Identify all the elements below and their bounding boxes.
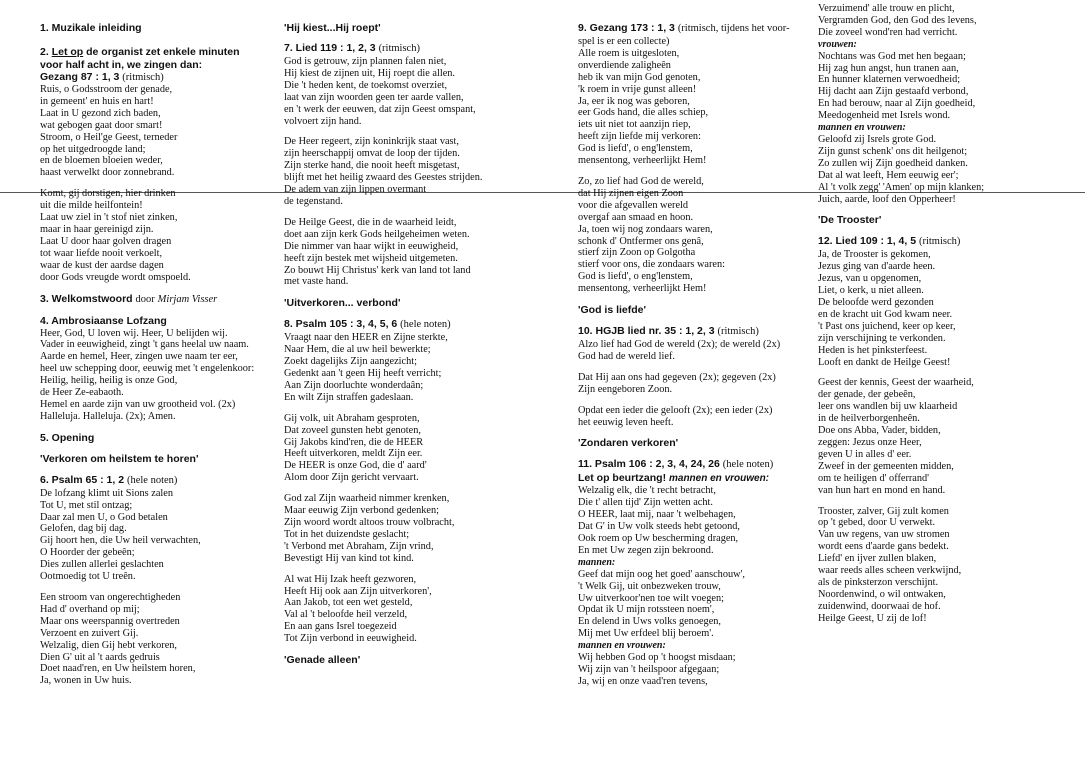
role-vrouwen: vrouwen: — [818, 38, 857, 50]
text-line: en de bloemen bloeien weder, — [40, 155, 163, 167]
text-line: Vader in eeuwigheid, zingt 't gans heelal uw naam. — [40, 339, 249, 351]
text-line: Halleluja. Halleluja. (2x); Amen. — [40, 410, 176, 422]
text-line: Zijn gunst schenk' ons dit heilgenot; — [818, 145, 968, 157]
item-12-heading — [818, 235, 1080, 248]
text-line: 'k roem in vrije gunst alleen! — [578, 83, 697, 95]
text-line: Al 't volk zegg' 'Amen' op mijn klanken; — [818, 181, 985, 193]
lied-109-verse-1 — [818, 249, 1080, 368]
lied-119-verse-3 — [284, 217, 576, 288]
text-line: Ja, wonen in Uw huis. — [40, 675, 132, 687]
text-line: God zal Zijn waarheid nimmer krenken, — [284, 493, 450, 505]
text-line: in de heilverborgenheên. — [818, 413, 920, 425]
text-line: tot waar liefde nooit verkoelt, — [40, 247, 163, 259]
text-line: uit die milde heilfontein! — [40, 200, 143, 212]
text-line: Stroom, o Heil'ge Geest, terneder — [40, 131, 178, 143]
item-3-heading — [40, 293, 272, 306]
item-8-heading — [284, 318, 576, 331]
text-line: de tegenstand. — [284, 195, 343, 207]
text-line: Heden is het pinksterfeest. — [818, 344, 928, 356]
text-line: Naar Hem, die al uw heil bewerkte; — [284, 344, 431, 356]
text-line: Laat U door haar golven dragen — [40, 235, 172, 247]
item-5-heading: 5. Opening — [40, 431, 95, 444]
subtitle-hij-kiest: 'Hij kiest...Hij roept' — [284, 22, 381, 34]
text-line: God is liefd', o eng'lenstem, — [578, 143, 693, 155]
item-7-note: (ritmisch) — [378, 43, 420, 54]
text-line: Val al 't beloofde heil verzeld, — [284, 609, 408, 621]
text-line: De adem van zijn lippen overmant — [284, 184, 427, 196]
role-mannen-vrouwen-2: mannen en vrouwen: — [578, 640, 666, 652]
text-line: De beloofde werd gezonden — [818, 297, 934, 309]
psalm-106-part-d — [818, 3, 1080, 39]
text-line: Juich, aarde, loof den Opperheer! — [818, 193, 956, 205]
text-line: Mij met Uw erfdeel blij beroem'. — [578, 628, 714, 640]
text-line: in gemeent' en huis en hart! — [40, 95, 154, 107]
text-line: 't Past ons juichend, keer op keer, — [818, 320, 956, 332]
hgjb-verse-1 — [578, 339, 814, 363]
text-line: Tot in het duizendste geslacht; — [284, 528, 410, 540]
text-line: God is getrouw, zijn plannen falen niet, — [284, 56, 447, 67]
psalm-106-part-f — [818, 134, 1080, 205]
text-line: Die zoveel wond'ren had verricht. — [818, 26, 958, 38]
text-line: Ook roem op Uw bescherming dragen, — [578, 533, 739, 544]
text-line: Zweef in der gemeenten midden, — [818, 460, 954, 472]
text-line: Hemel en aarde zijn van uw grootheid vol. (2x) — [40, 398, 236, 410]
text-line: leer ons wandlen bij uw klaarheid — [818, 401, 958, 413]
text-line: als de pinksterzon verschijnt. — [818, 576, 939, 588]
item-11-note: (hele noten) — [722, 459, 774, 471]
item-6-note: (hele noten) — [126, 474, 178, 486]
text-line: Daar zal men U, o God betalen — [40, 511, 168, 523]
text-line: Vergramden God, den God des levens, — [818, 14, 977, 26]
text-line: heeft zijn bestek met wijsheid uitgemeten. — [284, 252, 458, 264]
text-line: iets uit niet tot aanzijn riep, — [578, 119, 691, 131]
text-line: O HEER, laat mij, naar 't welbehagen, — [578, 509, 736, 521]
text-line: met vaste hand. — [284, 276, 349, 288]
text-line: Wij hebben God op 't hoogst misdaan; — [578, 652, 736, 664]
text-line: 't Verbond met Abraham, Zijn vrind, — [284, 540, 434, 552]
lofzang-text — [40, 328, 272, 423]
gezang-87-verse-1 — [40, 84, 272, 179]
text-line: De Heer regeert, zijn koninkrijk staat vast, — [284, 136, 459, 148]
item-4-heading: 4. Ambrosiaanse Lofzang — [40, 314, 167, 327]
text-line: van hun hart en mond en hand. — [818, 484, 946, 496]
text-line: wordt eens d'aarde gans bedekt. — [818, 541, 949, 553]
lied-109-verse-4 — [818, 377, 1080, 496]
item-2-heading — [40, 46, 272, 58]
text-line: God is liefd', o eng'lenstem, — [578, 271, 693, 283]
text-line: Trooster, zalver, Gij zult komen — [818, 505, 949, 517]
text-line: Alom door Zijn gericht vervaart. — [284, 472, 419, 484]
subtitle-trooster: 'De Trooster' — [818, 214, 882, 227]
item-10-note: (ritmisch) — [717, 326, 759, 338]
beurtzang-label: Let op beurtzang! — [578, 472, 667, 485]
subtitle-uitverkoren: 'Uitverkoren... verbond' — [284, 297, 401, 310]
text-line: Heeft Hij ook aan Zijn uitverkoren', — [284, 585, 432, 597]
text-line: op 't gebed, door U verwekt. — [818, 517, 936, 529]
text-line: Welzalig elk, die 't recht betracht, — [578, 485, 716, 497]
item-2-text: de organist zet enkele minuten — [86, 46, 240, 58]
text-line: Zijn eengeboren Zoon. — [578, 383, 673, 395]
item-2-song — [40, 71, 272, 84]
text-line: Geloofd zij Isrels grote God. — [818, 133, 937, 145]
text-line: Maar eeuwig Zijn verbond gedenken; — [284, 505, 439, 517]
text-line: Meedogenheid met Isrels wond. — [818, 110, 951, 122]
text-line: haast verwelkt door zonnebrand. — [40, 167, 175, 179]
gezang-87-verse-3 — [40, 188, 272, 283]
text-line: Gij hoort hen, die Uw heil verwachten, — [40, 535, 201, 547]
text-line: overgaf aan smaad en hoon. — [578, 211, 694, 223]
subtitle-god-is-liefde: 'God is liefde' — [578, 304, 647, 317]
item-6-title: 6. Psalm 65 : 1, 2 — [40, 473, 125, 486]
item-2-letop: Let op — [51, 46, 84, 58]
song-ref: Gezang 87 : 1, 3 — [40, 71, 120, 83]
lied-119-verse-1 — [284, 56, 576, 127]
text-line: stierf zijn Zoon op Golgotha — [578, 247, 696, 259]
text-line: God had de wereld lief. — [578, 350, 675, 362]
text-line: waar reeds alles scheen verkwijnd, — [818, 565, 962, 577]
subtitle-genade: 'Genade alleen' — [284, 654, 361, 667]
text-line: maar in haar gereinigd zijn. — [40, 223, 154, 235]
item-3-door: door — [135, 293, 155, 305]
psalm-105-verse-5 — [284, 493, 576, 564]
text-line: en 't werk der eeuwen, dat zijn Geest omspant, — [284, 103, 476, 115]
column-3 — [578, 22, 814, 688]
text-line: Ruis, o Godsstroom der genade, — [40, 84, 173, 95]
text-line: Had d' overhand op mij; — [40, 603, 140, 615]
item-3-title: 3. Welkomstwoord — [40, 292, 133, 305]
psalm-106-part-e — [818, 51, 1080, 122]
item-11-title: 11. Psalm 106 : 2, 3, 4, 24, 26 — [578, 458, 720, 471]
item-6-heading — [40, 474, 272, 487]
text-line: Ja, toen wij nog zondaars waren, — [578, 223, 713, 235]
item-10-title: 10. HGJB lied nr. 35 : 1, 2, 3 — [578, 325, 715, 338]
lied-109-verse-5 — [818, 506, 1080, 625]
text-line: Ja, eer ik nog was geboren, — [578, 95, 690, 107]
text-line: waar de kust der aardse dagen — [40, 259, 164, 271]
text-line: Zo bouwt Hij Christus' kerk van land tot land — [284, 264, 471, 276]
text-line: Maar ons weerspannig overtreden — [40, 615, 180, 627]
column-1 — [40, 22, 272, 696]
text-line: De Heilge Geest, die in de waarheid leidt, — [284, 216, 457, 228]
text-line: zuidenwind, doorwaai de hof. — [818, 600, 941, 612]
text-line: Verzoent en zuivert Gij. — [40, 627, 139, 639]
text-line: Verzuimend' alle trouw en plicht, — [818, 3, 955, 14]
text-line: Ja, de Trooster is gekomen, — [818, 249, 931, 261]
text-line: En hunner klaternen verwoedheid; — [818, 74, 961, 86]
item-7-heading — [284, 42, 576, 55]
text-line: Dien G' uit al 't aards gedruis — [40, 651, 160, 663]
text-line: door Gods vreugde wordt omspoeld. — [40, 271, 191, 283]
text-line: 't Welk Gij, uit onbezweken trouw, — [578, 580, 721, 592]
text-line: Aarde en hemel, Heer, zingen uwe naam ter eer, — [40, 351, 238, 363]
text-line: Komt, gij dorstigen, hier drinken — [40, 188, 176, 200]
text-line: de Heer Ze-eabaoth. — [40, 387, 124, 399]
text-line: Al wat Hij Izak heeft gezworen, — [284, 573, 417, 585]
psalm-105-verse-6 — [284, 574, 576, 645]
gezang-173-verse-3 — [578, 176, 814, 295]
text-line: Laat uw ziel in 't stof niet zinken, — [40, 212, 178, 224]
text-line: Gij volk, uit Abraham gesproten, — [284, 412, 420, 424]
text-line: Aan Zijn doorluchte wonderdaân; — [284, 379, 424, 391]
text-line: En delend in Uws volks genoegen, — [578, 616, 721, 628]
text-line: voor die afgevallen wereld — [578, 199, 689, 211]
text-line: Zijn sterke hand, die nooit heeft misgetast, — [284, 160, 460, 172]
text-line: dat Hij zijnen eigen Zoon — [578, 187, 684, 199]
gezang-173-verse-1 — [578, 48, 814, 167]
item-9-note: (ritmisch, tijdens het voor- — [677, 23, 790, 34]
psalm-65-verse-1 — [40, 488, 272, 583]
text-line: En aan gans Isrel toegezeid — [284, 621, 397, 633]
text-line: Vraagt naar den HEER en Zijne sterkte, — [284, 332, 448, 344]
text-line: Dies zullen allerlei geslachten — [40, 559, 164, 571]
text-line: En met Uw zegen zijn bekroond. — [578, 544, 714, 556]
text-line: Alle roem is uitgesloten, — [578, 47, 680, 59]
item-8-note: (hele noten) — [400, 319, 451, 331]
text-line: Die 't heden kent, de toekomst overziet, — [284, 79, 448, 91]
role-mannen-vrouwen-3: mannen en vrouwen: — [818, 122, 906, 134]
text-line: Doet naad'ren, en Uw heilstem horen, — [40, 663, 196, 675]
text-line: heel uw schepping door, eeuwig met 't engelenkoor: — [40, 363, 255, 375]
text-line: En wilt Zijn straffen gadeslaan. — [284, 391, 414, 403]
psalm-105-verse-3 — [284, 332, 576, 403]
psalm-106-part-a — [578, 485, 814, 556]
text-line: zijn heerschappij omvat de loop der tijden. — [284, 148, 460, 160]
text-line: Hij dacht aan Zijn gestaafd verbond, — [818, 86, 969, 98]
text-line: geven U in alles d' eer. — [818, 448, 912, 460]
text-line: Nochtans was God met hen begaan; — [818, 50, 966, 62]
text-line: Heeft uitverkoren, meldt Zijn eer. — [284, 448, 423, 460]
text-line: Van uw regens, van uw stromen — [818, 529, 950, 541]
hgjb-verse-2 — [578, 372, 814, 396]
text-line: Uw uitverkoor'nen toe wilt voegen; — [578, 592, 724, 604]
text-line: Geef dat mijn oog het goed' aanschouw', — [578, 568, 745, 580]
text-line: Liet, o kerk, u niet alleen. — [818, 285, 924, 297]
text-line: Heilge Geest, U zij de lof! — [818, 612, 927, 624]
item-5-subtitle: 'Verkoren om heilstem te horen' — [40, 452, 199, 465]
item-9-title: 9. Gezang 173 : 1, 3 — [578, 22, 675, 34]
item-7-title: 7. Lied 119 : 1, 2, 3 — [284, 42, 376, 54]
text-line: onverdiende zaligheên — [578, 59, 671, 71]
text-line: op het uitgedroogde land; — [40, 143, 146, 155]
item-9-heading — [578, 22, 814, 35]
text-line: Ootmoedig tot U treên. — [40, 571, 136, 583]
subtitle-zondaren: 'Zondaren verkoren' — [578, 437, 679, 450]
psalm-106-part-b — [578, 569, 814, 640]
text-line: Gelofen, dag bij dag. — [40, 523, 127, 535]
item-8-title: 8. Psalm 105 : 3, 4, 5, 6 — [284, 318, 398, 331]
text-line: Een stroom van ongerechtigheden — [40, 592, 181, 603]
hgjb-verse-3 — [578, 405, 814, 429]
text-line: Alzo lief had God de wereld (2x); de wereld (2x) — [578, 339, 781, 351]
text-line: der genade, der gebeên, — [818, 389, 916, 401]
text-line: Welzalig, dien Gij hebt verkoren, — [40, 639, 177, 651]
text-line: om te heiligen d' offerrand' — [818, 472, 930, 484]
text-line: Bevestigt Hij van kind tot kind. — [284, 552, 414, 564]
text-line: Gedenkt aan 't geen Hij heeft verricht; — [284, 368, 442, 380]
text-line: Zo zullen wij Zijn goedheid danken. — [818, 157, 968, 169]
text-line: Die nimmer van haar wijkt in eeuwigheid, — [284, 240, 459, 252]
item-1-heading: 1. Muzikale inleiding — [40, 22, 142, 34]
text-line: blijft met het heilig zwaard des Geestes strijden. — [284, 172, 483, 184]
item-12-note: (ritmisch) — [918, 236, 961, 248]
text-line: Zoekt dagelijks Zijn aangezicht; — [284, 356, 417, 368]
text-line: stierf voor ons, die zondaars waren: — [578, 259, 725, 271]
text-line: Opdat ik U mijn rotssteen noem', — [578, 604, 715, 616]
text-line: Geest der kennis, Geest der waarheid, — [818, 377, 974, 389]
text-line: heeft zijn liefde mij verkoren: — [578, 131, 701, 143]
text-line: Die t' allen tijd' Zijn wetten acht. — [578, 497, 713, 509]
psalm-106-part-c — [578, 652, 814, 688]
text-line: mensentong, verheerlijkt Hem! — [578, 155, 707, 167]
text-line: Heer, God, U loven wij. Heer, U belijden wij. — [40, 327, 228, 339]
item-9-note-2: spel is er een collecte) — [578, 36, 670, 47]
text-line: Doe ons Abba, Vader, bidden, — [818, 425, 941, 437]
text-line: Opdat een ieder die gelooft (2x); een ieder (2x) — [578, 404, 773, 416]
text-line: De HEER is onze God, die d' aard' — [284, 460, 427, 472]
text-line: heb ik van mijn God genoten, — [578, 71, 701, 83]
item-11-instruction — [578, 472, 814, 485]
text-line: En had berouw, naar al Zijn goedheid, — [818, 98, 976, 110]
text-line: Jezus, van u opgenomen, — [818, 273, 922, 285]
text-line: volvoert zijn hand. — [284, 115, 362, 127]
text-line: mensentong, verheerlijkt Hem! — [578, 283, 707, 295]
text-line: Tot U, met stil ontzag; — [40, 499, 133, 511]
text-line: schonk d' Ontfermer ons genâ, — [578, 235, 704, 247]
item-11-heading — [578, 458, 814, 471]
text-line: Heilig, heilig, heilig is onze God, — [40, 375, 178, 387]
text-line: Tot Zijn verbond in eeuwigheid. — [284, 633, 417, 645]
text-line: Noordenwind, o wil ontwaken, — [818, 588, 946, 600]
text-line: Zijn woord wordt altoos trouw volbracht, — [284, 517, 455, 528]
text-line: Gij Jakobs kind'ren, die de HEER — [284, 436, 424, 448]
text-line: Dat Hij aan ons had gegeven (2x); gegeven (2x) — [578, 371, 776, 383]
text-line: Dat al wat leeft, Hem eeuwig eer'; — [818, 169, 959, 181]
text-line: Wij zijn van 't heilspoor afgegaan; — [578, 663, 720, 675]
text-line: Liefd' en ijver zullen blaken, — [818, 553, 937, 565]
text-line: laat van zijn woorden geen ter aarde vallen, — [284, 91, 464, 103]
text-line: O Hoorder der gebeên; — [40, 547, 135, 559]
item-3-speaker: Mirjam Visser — [157, 293, 218, 305]
item-10-heading — [578, 325, 814, 338]
role-mannen: mannen: — [578, 556, 616, 568]
text-line: eer Gods hand, die alles schiep, — [578, 107, 709, 119]
item-2-text-2: voor half acht in, we zingen dan: — [40, 59, 203, 71]
text-line: wat gebogen gaat door smart! — [40, 119, 163, 131]
text-line: De lofzang klimt uit Sions zalen — [40, 487, 173, 499]
role-mannen-vrouwen: mannen en vrouwen: — [669, 473, 770, 485]
text-line: zeggen: Jezus onze Heer, — [818, 437, 922, 448]
text-line: Hij zag hun angst, hun tranen aan, — [818, 62, 959, 74]
text-line: Zo, zo lief had God de wereld, — [578, 175, 704, 187]
item-12-title: 12. Lied 109 : 1, 4, 5 — [818, 235, 917, 248]
text-line: en de kracht uit God kwam neer. — [818, 308, 953, 320]
psalm-105-verse-4 — [284, 413, 576, 484]
text-line: Dat zoveel gunsten hebt genoten, — [284, 424, 421, 436]
text-line: zijn verschijning te verkonden. — [818, 332, 946, 344]
text-line: Aan Jakob, tot een wet gesteld, — [284, 597, 413, 609]
text-line: Looft en dankt de Heilge Geest! — [818, 356, 951, 368]
text-line: Jezus ging van d'aarde heen. — [818, 261, 936, 273]
column-4 — [818, 3, 1080, 634]
text-line: doet aan zijn kerk Gods heilgeheimen weten. — [284, 228, 470, 240]
text-line: Dat G' in Uw volk steeds hebt getoond, — [578, 521, 741, 533]
text-line: het eeuwig leven heeft. — [578, 416, 674, 428]
psalm-65-verse-2 — [40, 592, 272, 687]
text-line: Ja, wij en onze vaad'ren tevens, — [578, 675, 708, 687]
item-2-number: 2. — [40, 46, 49, 58]
text-line: Laat in U gezond zich baden, — [40, 107, 161, 119]
song-note: (ritmisch) — [122, 72, 164, 83]
column-2 — [284, 22, 576, 667]
lied-119-verse-2 — [284, 136, 576, 207]
text-line: Hij kiest de zijnen uit, Hij roept die allen. — [284, 67, 455, 79]
